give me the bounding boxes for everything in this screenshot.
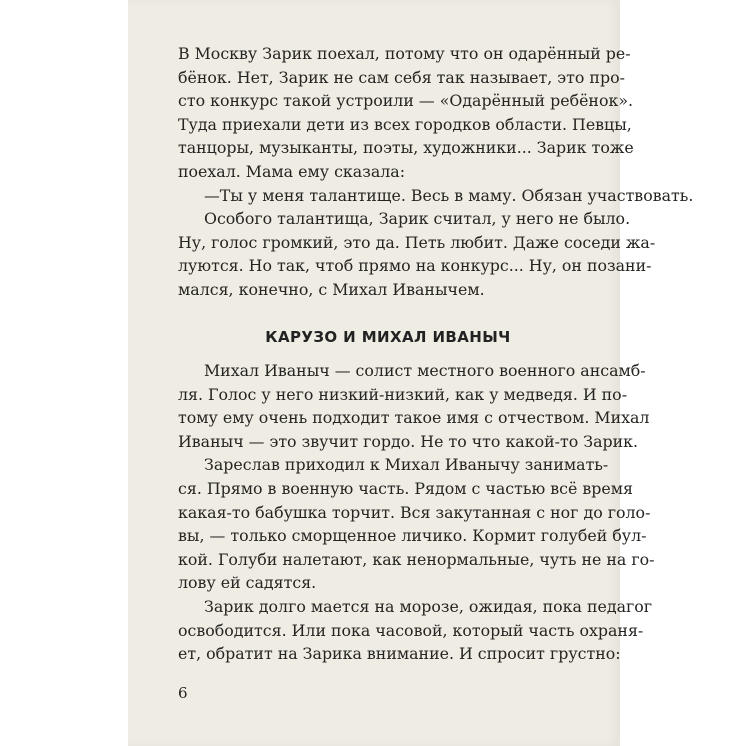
text-line: танцоры, музыканты, поэты, художники... Зарик тоже (178, 138, 634, 158)
text-line: ля. Голос у него низкий-низкий, как у медведя. И по- (178, 384, 628, 404)
text-line: Зареслав приходил к Михал Иванычу занимать- (204, 455, 609, 475)
text-line: лову ей садятся. (178, 573, 317, 593)
page-number: 6 (178, 684, 188, 702)
text-line: ся. Прямо в военную часть. Рядом с частью всё время (178, 478, 633, 498)
text-block-intro (178, 42, 694, 302)
text-line: освободится. Или пока часовой, который часть охраня- (178, 620, 644, 640)
text-line: —Ты у меня талантище. Весь в маму. Обязан участвовать. (204, 185, 694, 205)
book-page (128, 0, 694, 746)
text-block-chapter (178, 359, 655, 666)
text-line: тому ему очень подходит такое имя с отчеством. Михал (178, 408, 650, 428)
text-line: бёнок. Нет, Зарик не сам себя так называет, это про- (178, 67, 625, 87)
text-line: Ну, голос громкий, это да. Петь любит. Даже соседи жа- (178, 232, 656, 252)
text-line: какая-то бабушка торчит. Вся закутанная с ног до голо- (178, 502, 651, 522)
text-line: Михал Иваныч — солист местного военного ансамб- (204, 361, 646, 380)
text-line: вы, — только сморщенное личико. Кормит голубей бул- (178, 526, 647, 546)
text-line: В Москву Зарик поехал, потому что он одарённый ре- (178, 44, 631, 63)
text-line: ет, обратит на Зарика внимание. И спросит грустно: (178, 644, 621, 664)
text-line: сто конкурс такой устроили — «Одарённый ребёнок». (178, 91, 634, 111)
text-line: мался, конечно, с Михал Иванычем. (178, 279, 485, 299)
text-line: Зарик долго мается на морозе, ожидая, пока педагог (204, 596, 653, 616)
text-line: Иваныч — это звучит гордо. Не то что какой-то Зарик. (178, 431, 639, 451)
chapter-heading: КАРУЗО И МИХАЛ ИВАНЫЧ (265, 328, 511, 346)
text-line: Туда приехали дети из всех городков области. Певцы, (178, 114, 632, 134)
text-line: кой. Голуби налетают, как ненормальные, чуть не на го- (178, 549, 655, 569)
text-line: луются. Но так, чтоб прямо на конкурс... Ну, он позани- (178, 256, 652, 276)
text-line: поехал. Мама ему сказала: (178, 161, 406, 181)
text-line: Особого талантища, Зарик считал, у него не было. (204, 209, 631, 229)
